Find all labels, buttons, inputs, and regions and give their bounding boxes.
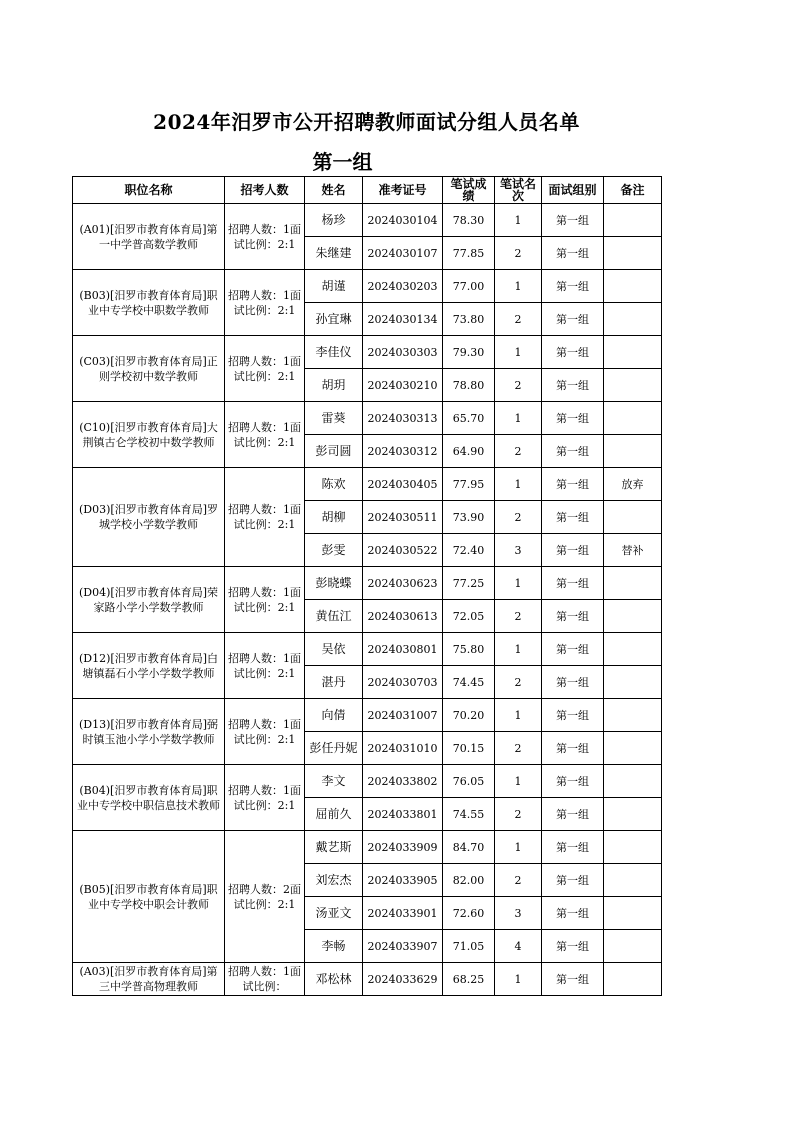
name-cell: 胡谨 [305,270,363,303]
recruit-cell: 招聘人数：1面试比例：2:1 [225,468,305,567]
score-cell: 73.80 [443,303,495,336]
remark-cell [604,831,662,864]
score-cell: 74.45 [443,666,495,699]
position-cell: (D03)[汨罗市教育体育局]罗城学校小学数学教师 [73,468,225,567]
ticket-cell: 2024033801 [363,798,443,831]
remark-cell [604,336,662,369]
rank-cell: 2 [495,237,542,270]
name-cell: 彭晓蝶 [305,567,363,600]
score-cell: 73.90 [443,501,495,534]
rank-cell: 1 [495,468,542,501]
recruit-cell: 招聘人数：1面试比例：2:1 [225,204,305,270]
group-cell: 第一组 [542,336,604,369]
ticket-cell: 2024033802 [363,765,443,798]
recruit-cell: 招聘人数：1面试比例：2:1 [225,633,305,699]
rank-cell: 2 [495,501,542,534]
remark-cell: 替补 [604,534,662,567]
group-cell: 第一组 [542,897,604,930]
group-cell: 第一组 [542,468,604,501]
score-cell: 65.70 [443,402,495,435]
table-row [73,567,662,600]
ticket-cell: 2024030107 [363,237,443,270]
table-header-row [73,177,662,204]
group-cell: 第一组 [542,567,604,600]
score-cell: 74.55 [443,798,495,831]
recruit-cell: 招聘人数：2面试比例：2:1 [225,831,305,963]
remark-cell [604,963,662,996]
rank-cell: 2 [495,435,542,468]
remark-cell [604,303,662,336]
name-cell: 戴艺斯 [305,831,363,864]
rank-cell: 1 [495,336,542,369]
remark-cell: 放弃 [604,468,662,501]
remark-cell [604,369,662,402]
table-row [73,270,662,303]
position-cell: (C03)[汨罗市教育体育局]正则学校初中数学教师 [73,336,225,402]
score-cell: 79.30 [443,336,495,369]
ticket-cell: 2024033905 [363,864,443,897]
score-cell: 76.05 [443,765,495,798]
name-cell: 朱继建 [305,237,363,270]
remark-cell [604,204,662,237]
name-cell: 陈欢 [305,468,363,501]
ticket-cell: 2024033909 [363,831,443,864]
ticket-cell: 2024031010 [363,732,443,765]
rank-cell: 2 [495,798,542,831]
table-row [73,468,662,501]
remark-cell [604,600,662,633]
remark-cell [604,930,662,963]
score-cell: 70.15 [443,732,495,765]
rank-cell: 2 [495,303,542,336]
remark-cell [604,897,662,930]
ticket-cell: 2024030623 [363,567,443,600]
table-row [73,765,662,798]
remark-cell [604,435,662,468]
header-recruit: 招考人数 [225,177,305,204]
rank-cell: 3 [495,534,542,567]
table-row [73,699,662,732]
group-subtitle: 第一组 [312,150,373,174]
recruit-cell: 招聘人数：1面试比例：2:1 [225,699,305,765]
group-cell: 第一组 [542,501,604,534]
recruit-cell: 招聘人数：1面试比例：2:1 [225,765,305,831]
group-cell: 第一组 [542,765,604,798]
ticket-cell: 2024030703 [363,666,443,699]
name-cell: 胡玥 [305,369,363,402]
name-cell: 湛丹 [305,666,363,699]
recruit-cell: 招聘人数：1面试比例：2:1 [225,270,305,336]
rank-cell: 1 [495,831,542,864]
name-cell: 李畅 [305,930,363,963]
header-rank: 笔试名次 [495,177,542,204]
position-cell: (B04)[汨罗市教育体育局]职业中专学校中职信息技术教师 [73,765,225,831]
group-cell: 第一组 [542,204,604,237]
ticket-cell: 2024030312 [363,435,443,468]
remark-cell [604,237,662,270]
header-remark: 备注 [604,177,662,204]
remark-cell [604,765,662,798]
ticket-cell: 2024030405 [363,468,443,501]
header-position: 职位名称 [73,177,225,204]
remark-cell [604,501,662,534]
rank-cell: 2 [495,600,542,633]
rank-cell: 1 [495,963,542,996]
ticket-cell: 2024033901 [363,897,443,930]
name-cell: 向倩 [305,699,363,732]
group-cell: 第一组 [542,831,604,864]
table-row [73,402,662,435]
ticket-cell: 2024030613 [363,600,443,633]
remark-cell [604,567,662,600]
ticket-cell: 2024030511 [363,501,443,534]
score-cell: 68.25 [443,963,495,996]
group-cell: 第一组 [542,600,604,633]
score-cell: 72.05 [443,600,495,633]
position-cell: (D12)[汨罗市教育体育局]白塘镇磊石小学小学数学教师 [73,633,225,699]
recruit-cell: 招聘人数：1面试比例： [225,963,305,996]
name-cell: 彭司圆 [305,435,363,468]
recruit-cell: 招聘人数：1面试比例：2:1 [225,402,305,468]
name-cell: 屈前久 [305,798,363,831]
rank-cell: 4 [495,930,542,963]
score-cell: 70.20 [443,699,495,732]
position-cell: (D04)[汨罗市教育体育局]荣家路小学小学数学教师 [73,567,225,633]
table-row [73,963,662,996]
name-cell: 彭任丹妮 [305,732,363,765]
name-cell: 黄伍江 [305,600,363,633]
header-score: 笔试成绩 [443,177,495,204]
score-cell: 82.00 [443,864,495,897]
ticket-cell: 2024030522 [363,534,443,567]
group-cell: 第一组 [542,369,604,402]
ticket-cell: 2024033629 [363,963,443,996]
group-cell: 第一组 [542,864,604,897]
recruit-cell: 招聘人数：1面试比例：2:1 [225,336,305,402]
score-cell: 77.25 [443,567,495,600]
group-cell: 第一组 [542,930,604,963]
rank-cell: 1 [495,567,542,600]
position-cell: (B03)[汨罗市教育体育局]职业中专学校中职数学教师 [73,270,225,336]
position-cell: (C10)[汨罗市教育体育局]大荆镇古仑学校初中数学教师 [73,402,225,468]
name-cell: 李佳仪 [305,336,363,369]
rank-cell: 1 [495,402,542,435]
group-cell: 第一组 [542,237,604,270]
name-cell: 邓松林 [305,963,363,996]
position-cell: (A03)[汨罗市教育体育局]第三中学普高物理教师 [73,963,225,996]
name-cell: 吴依 [305,633,363,666]
name-cell: 李文 [305,765,363,798]
score-cell: 77.00 [443,270,495,303]
name-cell: 汤亚文 [305,897,363,930]
rank-cell: 1 [495,633,542,666]
remark-cell [604,732,662,765]
remark-cell [604,402,662,435]
rank-cell: 2 [495,666,542,699]
position-cell: (A01)[汨罗市教育体育局]第一中学普高数学教师 [73,204,225,270]
ticket-cell: 2024030210 [363,369,443,402]
rank-cell: 1 [495,204,542,237]
ticket-cell: 2024030203 [363,270,443,303]
group-cell: 第一组 [542,798,604,831]
score-cell: 78.80 [443,369,495,402]
group-cell: 第一组 [542,402,604,435]
rank-cell: 2 [495,732,542,765]
table-row [73,831,662,864]
header-group: 面试组别 [542,177,604,204]
remark-cell [604,699,662,732]
remark-cell [604,633,662,666]
score-cell: 78.30 [443,204,495,237]
rank-cell: 1 [495,270,542,303]
position-cell: (B05)[汨罗市教育体育局]职业中专学校中职会计教师 [73,831,225,963]
score-cell: 72.40 [443,534,495,567]
ticket-cell: 2024031007 [363,699,443,732]
score-cell: 84.70 [443,831,495,864]
ticket-cell: 2024033907 [363,930,443,963]
table-body [73,204,662,996]
ticket-cell: 2024030313 [363,402,443,435]
ticket-cell: 2024030134 [363,303,443,336]
score-cell: 75.80 [443,633,495,666]
remark-cell [604,798,662,831]
group-cell: 第一组 [542,435,604,468]
name-cell: 孙宜琳 [305,303,363,336]
ticket-cell: 2024030801 [363,633,443,666]
rank-cell: 2 [495,864,542,897]
group-cell: 第一组 [542,732,604,765]
header-ticket: 准考证号 [363,177,443,204]
remark-cell [604,666,662,699]
rank-cell: 2 [495,369,542,402]
score-cell: 71.05 [443,930,495,963]
score-cell: 77.95 [443,468,495,501]
table-row [73,336,662,369]
name-cell: 刘宏杰 [305,864,363,897]
name-cell: 杨珍 [305,204,363,237]
score-cell: 72.60 [443,897,495,930]
table-row [73,204,662,237]
group-cell: 第一组 [542,666,604,699]
table-row [73,633,662,666]
ticket-cell: 2024030303 [363,336,443,369]
rank-cell: 1 [495,699,542,732]
name-cell: 雷葵 [305,402,363,435]
rank-cell: 3 [495,897,542,930]
position-cell: (D13)[汨罗市教育体育局]弼时镇玉池小学小学数学教师 [73,699,225,765]
group-cell: 第一组 [542,699,604,732]
remark-cell [604,864,662,897]
rank-cell: 1 [495,765,542,798]
name-cell: 胡柳 [305,501,363,534]
score-cell: 64.90 [443,435,495,468]
page-title: 2024年汨罗市公开招聘教师面试分组人员名单 [153,110,580,134]
group-cell: 第一组 [542,963,604,996]
group-cell: 第一组 [542,270,604,303]
recruit-cell: 招聘人数：1面试比例：2:1 [225,567,305,633]
group-cell: 第一组 [542,534,604,567]
remark-cell [604,270,662,303]
ticket-cell: 2024030104 [363,204,443,237]
group-cell: 第一组 [542,303,604,336]
header-name: 姓名 [305,177,363,204]
score-cell: 77.85 [443,237,495,270]
group-cell: 第一组 [542,633,604,666]
name-cell: 彭雯 [305,534,363,567]
interview-group-table [72,176,662,996]
